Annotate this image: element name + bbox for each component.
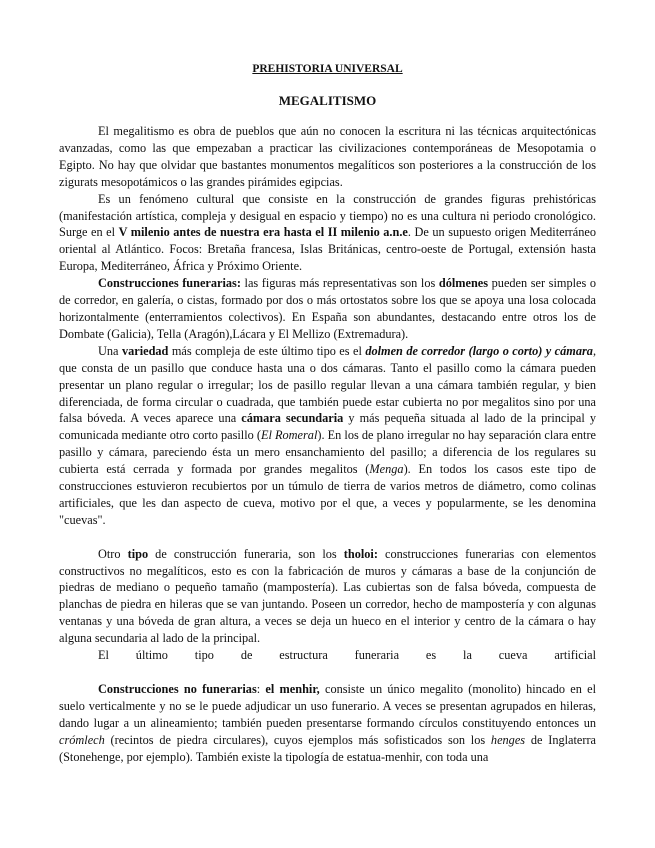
cromlech-term: crómlech <box>59 732 105 747</box>
document-body <box>59 123 596 765</box>
el-romeral-term: El Romeral <box>260 428 318 443</box>
paragraph-tholoi: Otro tipo de construcción funeraria, son los tholoi: construcciones funerarias con elementos constructivos no megalíticos, esto es con la fabricación de muros y cámaras a base de la conjunción de piedras de mediano o pequeño tamaño (mampostería). Las cubiertas son de falsa bóveda, compuesta de planchas de piedra en hileras que se van juntando. Poseen un corredor, hecho de mampostería y con algunas ventanas y una bóveda de gran altura, a veces se deja un hueco en el interior y centro de la cámara o hay alguna secundaria al lado de la principal. <box>59 546 596 646</box>
tipo-term: tipo <box>127 546 149 561</box>
paragraph-artificial-cave: El último tipo de estructura funeraria es la cueva artificial <box>98 648 596 663</box>
chronology-highlight: V milenio antes de nuestra era hasta el II milenio a.n.e <box>118 225 408 240</box>
blank-line <box>59 529 596 546</box>
paragraph-intro: El megalitismo es obra de pueblos que aún no conocen la escritura ni las técnicas arquitectónicas avanzadas, como las que empezaban a practicar las civilizaciones contemporáneas de Mesopotamia o Egipto. No hay que olvidar que bastantes monumentos megalíticos son posteriores a la construcción de los zigurats mesopotámicos o las grandes pirámides egipcias. <box>59 124 596 189</box>
paragraph-non-funerary: Construcciones no funerarias: el menhir, consiste un único megalito (monolito) hincado en el suelo verticalmente y no se le puede adjudicar un uso funerario. A veces se presentan agrupados en hileras, dando lugar a un alineamiento; también pueden presentarse formando círculos constituyendo entonces un crómlech (recintos de piedra circulares), cuyos ejemplos más sofisticados son los henges de Inglaterra (Stonehenge, por ejemplo). También existe la tipología de estatua-menhir, con toda una <box>59 681 597 764</box>
henges-term: henges <box>490 732 526 747</box>
paragraph-corridor-dolmen: Una variedad más compleja de este último tipo es el dolmen de corredor (largo o corto) y cámara, que consta de un pasillo que conduce hasta una o dos cámaras. Tanto el pasillo como la cámara pueden presentar un plano regular o irregular; los de pasillo regular llevan a una cámara también regular, y bien diferenciada, de forma circular o cuadrada, que también puede estar cubierta no por megalitos sino por una falsa bóveda. A veces aparece una cámara secundaria y más pequeña situada al lado de la principal y comunicada mediante otro corto pasillo (El Romeral). En los de plano irregular no hay separación clara entre pasillo y cámara, pareciendo ésta un mero ensanchamiento del pasillo; a diferencia de los regulares su cubierta está cerrada y formada por grandes megalitos (Menga). En todos los casos este tipo de construcciones estuvieron recubiertos por un túmulo de tierra de varios metros de diámetro, como colinas artificiales, que les dan aspecto de cueva, motivo por el que, a veces y popularmente, se les denomina "cuevas". <box>59 343 597 527</box>
corridor-dolmen-term: dolmen de corredor (largo o corto) y cámara <box>365 343 593 358</box>
document-title: PREHISTORIA UNIVERSAL <box>252 63 403 75</box>
menhir-term: el menhir, <box>265 681 320 696</box>
paragraph-definition: Es un fenómeno cultural que consiste en la construcción de grandes figuras prehistóricas (manifestación artística, compleja y desigual en espacio y tiempo) no es una cultura ni periodo cronológico. Surge en el V milenio antes de nuestra era hasta el II milenio a.n.e. De un supuesto origen Mediterráneo oriental al Atlántico. Focos: Bretaña francesa, Islas Británicas, centro-oeste de Portugal, extensión hasta Europa, Mediterráneo, África y Próximo Oriente. <box>59 191 596 274</box>
blank-line-2 <box>59 664 596 681</box>
non-funerary-heading: Construcciones no funerarias <box>98 681 257 696</box>
paragraph-funerary-constructions: Construcciones funerarias: las figuras más representativas son los dólmenes pueden ser simples o de corredor, en galería, o cistas, formado por dos o más ortostatos sobre los que se apoya una losa colocada horizontalmente (enterramientos colectivos). En España son abundantes, destacando entre otros los de Dombate (Galicia), Tella (Aragón),Lácara y El Mellizo (Extremadura). <box>59 276 596 341</box>
secondary-chamber-term: cámara secundaria <box>241 411 344 426</box>
variedad-term: variedad <box>121 343 169 358</box>
tholoi-term: tholoi: <box>343 546 378 561</box>
document-subtitle: MEGALITISMO <box>278 93 377 108</box>
dolmenes-term: dólmenes <box>438 276 489 291</box>
funerary-heading: Construcciones funerarias: <box>98 276 241 291</box>
menga-term: Menga <box>369 462 404 477</box>
